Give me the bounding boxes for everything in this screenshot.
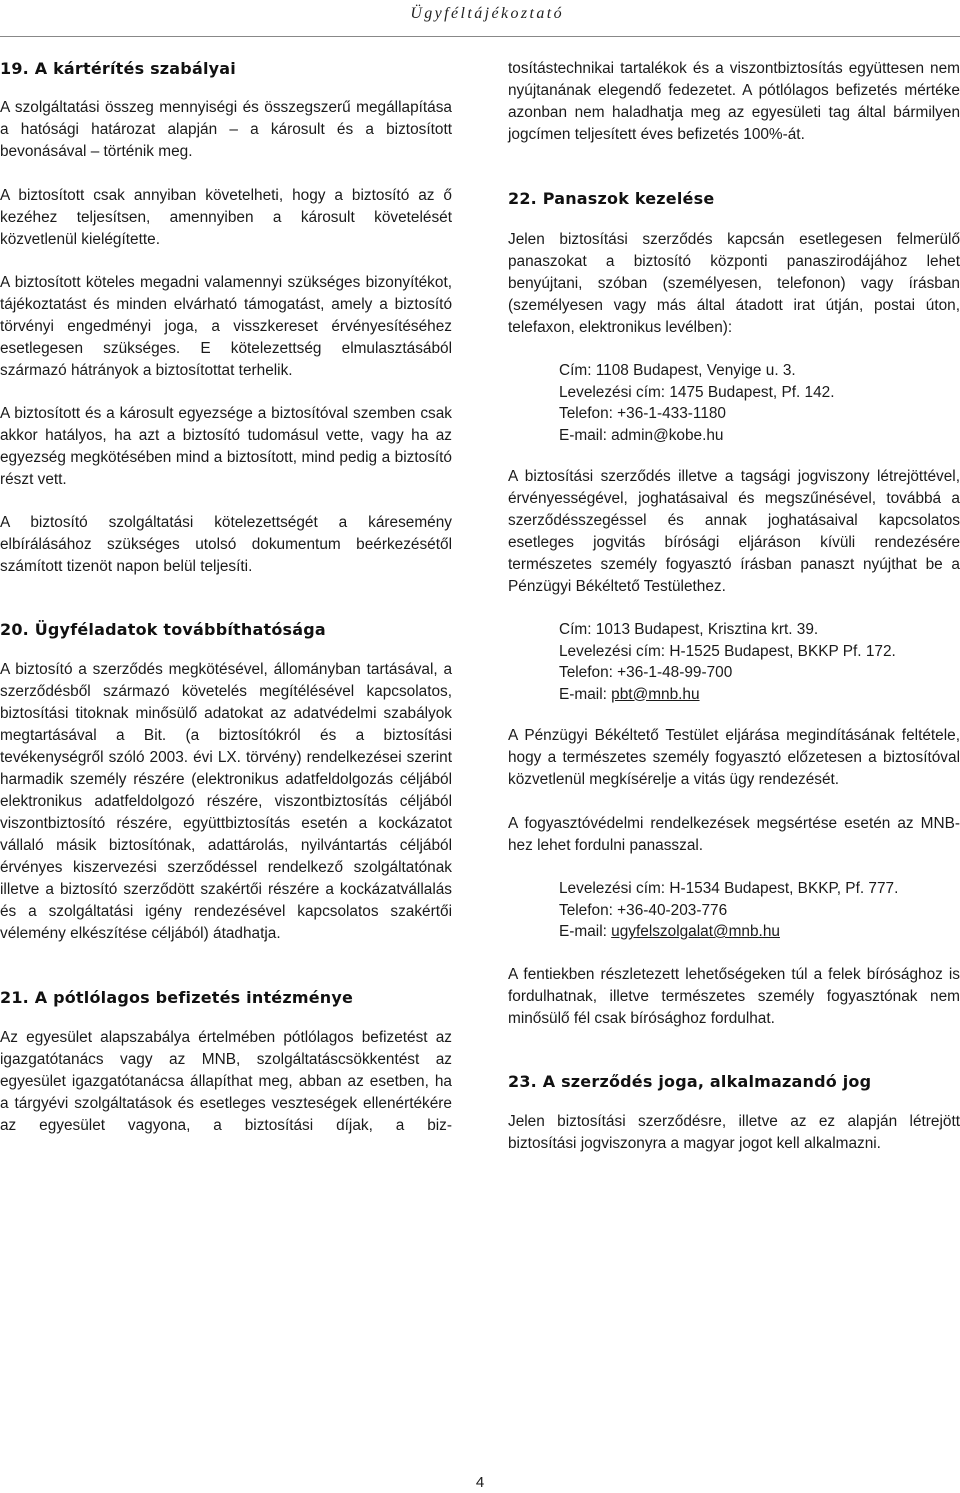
right-column [508, 58, 960, 1155]
section-20-paragraph-1: A biztosító a szerződés megkötésével, állományban tartásával, a szerződésből származó követelés megítélésével kapcsolatos, biztosítási titoknak minősülő adatokat az adatvédelmi szabályok megtartásával a Bit. (a biztosítókról és a biztosítási tevékenységről szóló 2003. évi LX. törvény) rendelkezései szerint harmadik személy részére (elektronikus adatfeldolgozás céljából elektronikus adatfeldolgozó részére, viszontbiztosítás céljából viszontbiztosító részére, együttbiztosítás esetén a kockázatot vállaló másik biztosítónak, adattárolás, nyilvántartás céljából érvényes kiszervezési szerződéssel rendelkező szolgáltatónak illetve a biztosító szerződött szakértői részére a kockázatvállalás és a szolgáltatási igény rendezésével kapcsolatos szakértői vélemény elkészítése céljából) átadhatja. [0, 661, 452, 942]
section-22-title: 22. Panaszok kezelése [508, 189, 715, 208]
page-header [0, 0, 960, 37]
left-column [0, 58, 452, 1137]
mnb-email-link[interactable]: ugyfelszolgalat@mnb.hu [611, 923, 780, 940]
section-19-title: 19. A kártérítés szabályai [0, 59, 236, 78]
email-line [559, 921, 960, 943]
pbt-address-block [508, 619, 960, 705]
section-22-paragraph-5: A fentiekben részletezett lehetőségeken túl a felek bírósághoz is fordulhatnak, illetve természetes személy fogyasztónak nem minősülő fél csak bírósághoz fordulhat. [508, 965, 960, 1027]
header-title: Ügyféltájékoztató [410, 5, 564, 22]
section-22-paragraph-2: A biztosítási szerződés illetve a tagsági jogviszony létrejöttével, érvényességével, joghatásaival és megszűnésével, továbbá a szerződésszegéssel és annak joghatásaival kapcsolatos esetleges jogvitás bírósági eljáráson kívüli rendezésére természetes személy fogyasztó írásban panaszt nyújthat be a Pénzügyi Békéltető Testülethez. [508, 468, 960, 595]
email-label: E-mail: [559, 923, 612, 940]
section-23-title: 23. A szerződés joga, alkalmazandó jog [508, 1071, 872, 1091]
section-21-paragraph-1: Az egyesület alapszabálya értelmében pótlólagos befizetést az igazgatótanács vagy az MNB, szolgáltatáscsökkentést az egyesület igazgatótanácsa állapíthat meg, abban az esetben, ha a tárgyévi szolgáltatások és esetleges veszteségek ellenértékére az egyesület vagyona, a biztosítási díjak, a biz- [0, 1029, 452, 1134]
address-line: Cím: 1013 Budapest, Krisztina krt. 39. [559, 621, 819, 638]
email-line [559, 684, 960, 706]
email-label: E-mail: [559, 685, 612, 703]
section-19-paragraph-3: A biztosított köteles megadni valamennyi szükséges bizonyítékot, tájékoztatást és minden elvárható támogatást, amely a biztosító törvényi engedményi joga, a visszkereset érvényesítéséhez esetlegesen szükséges. E kötelezettség elmulasztásából származó hátrányok a biztosítottat terhelik. [0, 274, 452, 379]
pbt-kobe-address-block [508, 360, 960, 446]
phone-line: Telefon: +36-1-433-1180 [559, 405, 726, 422]
postal-address-line: Levelezési cím: H-1525 Budapest, BKKP Pf. 172. [559, 642, 896, 660]
page-number: 4 [475, 1474, 485, 1491]
phone-line: Telefon: +36-40-203-776 [559, 901, 728, 919]
section-22-paragraph-4: A fogyasztóvédelmi rendelkezések megsértése esetén az MNB-hez lehet fordulni panasszal. [508, 815, 960, 854]
pbt-email-link[interactable]: pbt@mnb.hu [611, 685, 700, 703]
section-19-paragraph-2: A biztosított csak annyiban követelheti, hogy a biztosító az ő kezéhez teljesítsen, amennyiben a károsult követelését közvetlenül kielégítette. [0, 187, 452, 248]
section-20-title: 20. Ügyféladatok továbbíthatósága [0, 620, 326, 639]
section-19-paragraph-4: A biztosított és a károsult egyezsége a biztosítóval szemben csak akkor hatályos, ha azt a biztosító tudomásul vette, vagy ha az egyezség megkötésében mind a biztosított, mind pedig a biztosító részt vett. [0, 405, 452, 488]
section-19-paragraph-1: A szolgáltatási összeg mennyiségi és összegszerű megállapítása a hatósági határozat alapján – a károsult és a biztosított bevonásával – történik meg. [0, 99, 452, 160]
section-21-title: 21. A pótlólagos befizetés intézménye [0, 988, 354, 1007]
section-22-paragraph-3: A Pénzügyi Békéltető Testület eljárása megindításának feltétele, hogy a természetes személy fogyasztó előzetesen a biztosítóval közvetlenül megkísérelje a vitás ügy rendezését. [508, 727, 960, 788]
section-23-paragraph-1: Jelen biztosítási szerződésre, illetve az ez alapján létrejött biztosítási jogviszonyra a magyar jogot kell alkalmazni. [508, 1112, 960, 1152]
phone-line: Telefon: +36-1-48-99-700 [559, 664, 733, 681]
postal-address-line: Levelezési cím: 1475 Budapest, Pf. 142. [559, 383, 835, 401]
postal-address-line: Levelezési cím: H-1534 Budapest, BKKP, Pf. 777. [559, 880, 899, 897]
section-19-paragraph-5: A biztosító szolgáltatási kötelezettségét a káresemény elbírálásához szükséges utolsó dokumentum beérkezésétől számított tizenöt napon belül teljesíti. [0, 514, 452, 575]
section-21-continuation: tosítástechnikai tartalékok és a viszontbiztosítás együttesen nem nyújtanának elegendő fedezetet. A pótlólagos befizetés mértéke azonban nem haladhatja meg az egyesületi tag által bármilyen jogcímen teljesített éves befizetés 100%-át. [508, 60, 960, 143]
email-line: E-mail: admin@kobe.hu [559, 426, 724, 444]
address-line: Cím: 1108 Budapest, Venyige u. 3. [559, 362, 796, 379]
section-22-paragraph-1: Jelen biztosítási szerződés kapcsán esetlegesen felmerülő panaszokat a biztosító központi panaszirodájához lehet benyújtani, szóban (személyesen, telefonon) vagy írásban (személyesen vagy más által átadott irat útján, postai úton, telefaxon, elektronikus levélben): [508, 231, 960, 336]
mnb-address-block [508, 878, 960, 943]
